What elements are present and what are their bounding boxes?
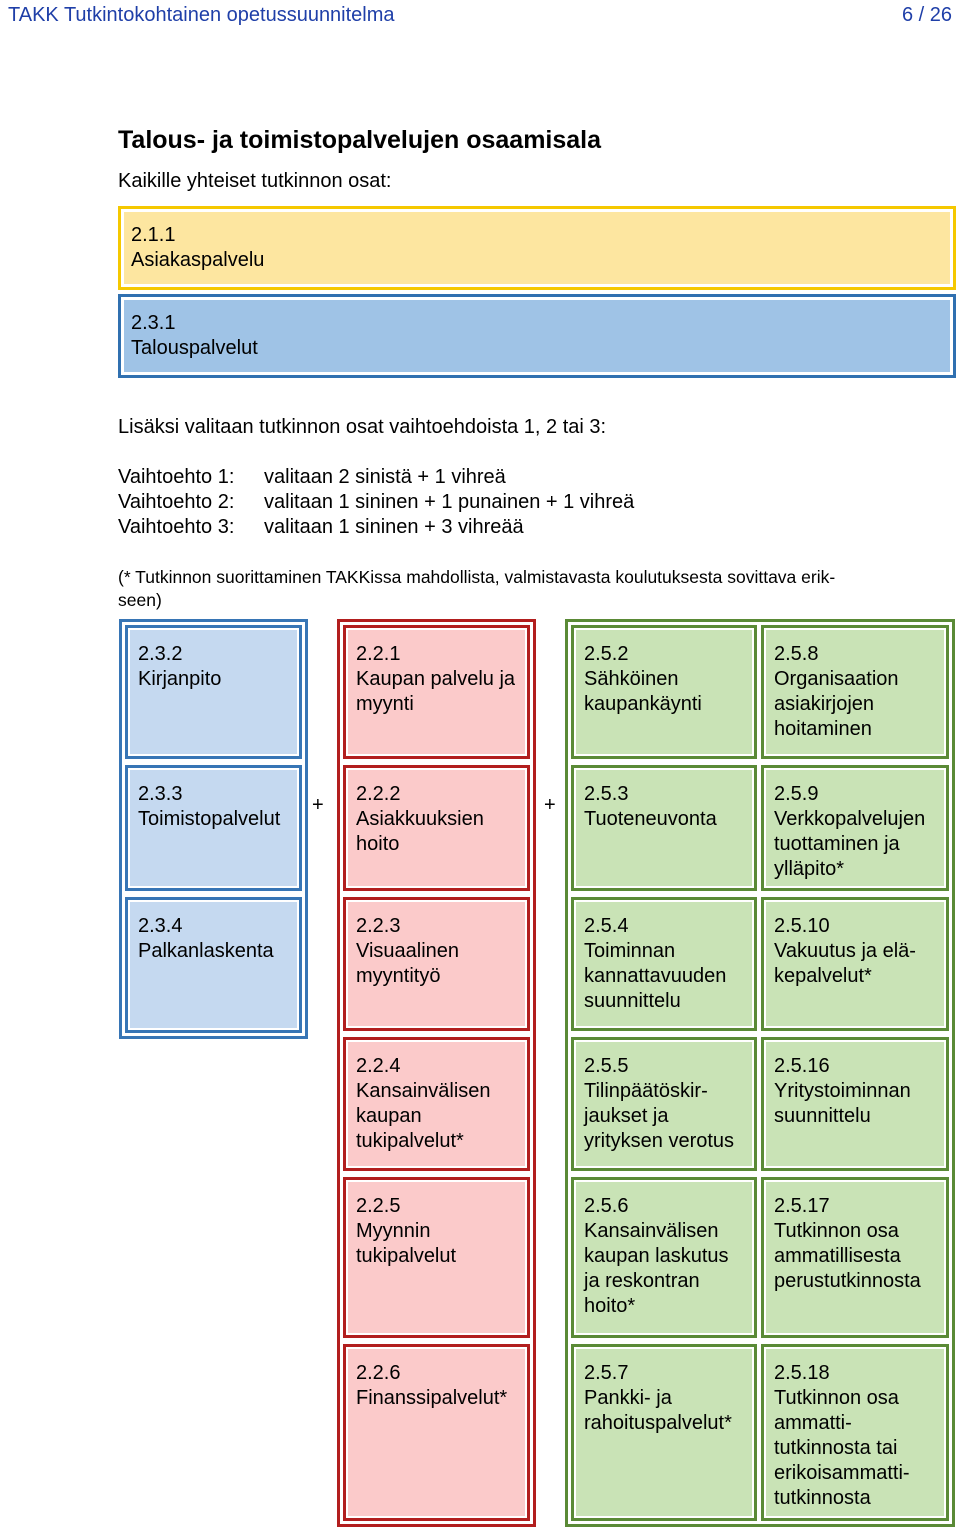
module-name: Palkanlaskenta bbox=[138, 940, 274, 962]
footnote bbox=[118, 566, 928, 612]
section-title: Talous- ja toimistopalvelujen osaamisala bbox=[118, 126, 602, 154]
plus-sign: + bbox=[312, 794, 324, 816]
green-module-box bbox=[761, 1037, 949, 1171]
module-code: 2.2.5 bbox=[356, 1195, 401, 1217]
red-module-box bbox=[343, 1037, 530, 1171]
green-module-box bbox=[571, 625, 757, 759]
footnote-line: seen) bbox=[118, 590, 162, 610]
red-module-box bbox=[343, 1344, 530, 1521]
red-module-box bbox=[343, 765, 530, 891]
red-module-box bbox=[343, 1177, 530, 1338]
module-name: Talouspalvelut bbox=[131, 337, 258, 359]
module-name: Verkkopalvelujen tuottaminen ja ylläpito* bbox=[774, 808, 926, 880]
module-name: Toimistopalvelut bbox=[138, 808, 281, 830]
module-code: 2.3.2 bbox=[138, 643, 183, 665]
module-name: Asiakaspalvelu bbox=[131, 249, 265, 271]
module-code: 2.5.18 bbox=[774, 1362, 830, 1384]
module-code: 2.3.4 bbox=[138, 915, 183, 937]
common-module-box bbox=[118, 206, 956, 290]
module-code: 2.2.3 bbox=[356, 915, 401, 937]
module-name: Kansainvälisen kaupan laskutus ja reskontran hoito* bbox=[584, 1220, 729, 1317]
option-label: Vaihtoehto 3: bbox=[118, 516, 235, 538]
green-module-box bbox=[571, 1344, 757, 1521]
footnote-line: (* Tutkinnon suorittaminen TAKKissa mahdollista, valmistavasta koulutuksesta sovittava erik- bbox=[118, 567, 836, 587]
module-name: Vakuutus ja elä-kepalvelut* bbox=[774, 940, 916, 987]
module-name: Myynnin tukipalvelut bbox=[356, 1220, 457, 1267]
plus-sign: + bbox=[544, 794, 556, 816]
document-header-title: TAKK Tutkintokohtainen opetussuunnitelma bbox=[8, 4, 395, 26]
page-number: 6 / 26 bbox=[901, 4, 952, 26]
module-name: Kirjanpito bbox=[138, 668, 222, 690]
section-subtitle: Kaikille yhteiset tutkinnon osat: bbox=[118, 170, 392, 192]
module-code: 2.5.10 bbox=[774, 915, 830, 937]
module-code: 2.3.3 bbox=[138, 783, 183, 805]
module-code: 2.5.6 bbox=[584, 1195, 629, 1217]
module-code: 2.5.17 bbox=[774, 1195, 830, 1217]
module-code: 2.5.7 bbox=[584, 1362, 629, 1384]
module-code: 2.1.1 bbox=[131, 224, 176, 246]
module-name: Kansainvälisen kaupan tukipalvelut* bbox=[356, 1080, 491, 1152]
module-code: 2.5.4 bbox=[584, 915, 629, 937]
module-code: 2.2.2 bbox=[356, 783, 401, 805]
module-code: 2.3.1 bbox=[131, 312, 176, 334]
module-code: 2.5.3 bbox=[584, 783, 629, 805]
green-module-box bbox=[761, 625, 949, 759]
red-module-box bbox=[343, 625, 530, 759]
blue-module-box bbox=[125, 897, 302, 1033]
module-name: Finanssipalvelut* bbox=[356, 1387, 508, 1409]
option-text: valitaan 2 sinistä + 1 vihreä bbox=[264, 466, 506, 488]
module-name: Tutkinnon osa ammatti-tutkinnosta tai erikoisammatti-tutkinnosta bbox=[774, 1387, 910, 1509]
module-code: 2.5.5 bbox=[584, 1055, 629, 1077]
green-module-box bbox=[761, 1177, 949, 1338]
module-name: Visuaalinen myyntityö bbox=[356, 940, 460, 987]
green-module-box bbox=[571, 1177, 757, 1338]
green-module-box bbox=[761, 765, 949, 891]
common-module-box bbox=[118, 294, 956, 378]
blue-module-box bbox=[125, 765, 302, 891]
red-module-box bbox=[343, 897, 530, 1031]
module-code: 2.2.6 bbox=[356, 1362, 401, 1384]
module-name: Kaupan palvelu ja myynti bbox=[356, 668, 516, 715]
blue-module-box bbox=[125, 625, 302, 759]
option-text: valitaan 1 sininen + 3 vihreää bbox=[264, 516, 524, 538]
green-module-box bbox=[761, 1344, 949, 1521]
option-label: Vaihtoehto 1: bbox=[118, 466, 235, 488]
green-module-box bbox=[761, 897, 949, 1031]
green-module-box bbox=[571, 765, 757, 891]
intro-text: Lisäksi valitaan tutkinnon osat vaihtoehdoista 1, 2 tai 3: bbox=[118, 416, 607, 438]
option-label: Vaihtoehto 2: bbox=[118, 491, 235, 513]
green-module-box bbox=[571, 1037, 757, 1171]
module-name: Tuoteneuvonta bbox=[584, 808, 717, 830]
module-name: Pankki- ja rahoituspalvelut* bbox=[584, 1387, 732, 1434]
module-name: Sähköinen kaupankäynti bbox=[584, 668, 702, 715]
module-code: 2.5.8 bbox=[774, 643, 819, 665]
module-code: 2.5.16 bbox=[774, 1055, 830, 1077]
module-code: 2.5.9 bbox=[774, 783, 819, 805]
green-module-box bbox=[571, 897, 757, 1031]
module-code: 2.2.4 bbox=[356, 1055, 401, 1077]
module-name: Toiminnan kannattavuuden suunnittelu bbox=[584, 940, 727, 1012]
module-name: Yritystoiminnan suunnittelu bbox=[774, 1080, 911, 1127]
module-name: Organisaation asiakirjojen hoitaminen bbox=[774, 668, 899, 740]
module-name: Asiakkuuksien hoito bbox=[356, 808, 484, 855]
option-text: valitaan 1 sininen + 1 punainen + 1 vihreä bbox=[264, 491, 635, 513]
module-name: Tutkinnon osa ammatillisesta perustutkinnosta bbox=[774, 1220, 921, 1292]
module-name: Tilinpäätöskir-jaukset ja yrityksen verotus bbox=[584, 1080, 735, 1152]
module-code: 2.2.1 bbox=[356, 643, 401, 665]
module-code: 2.5.2 bbox=[584, 643, 629, 665]
